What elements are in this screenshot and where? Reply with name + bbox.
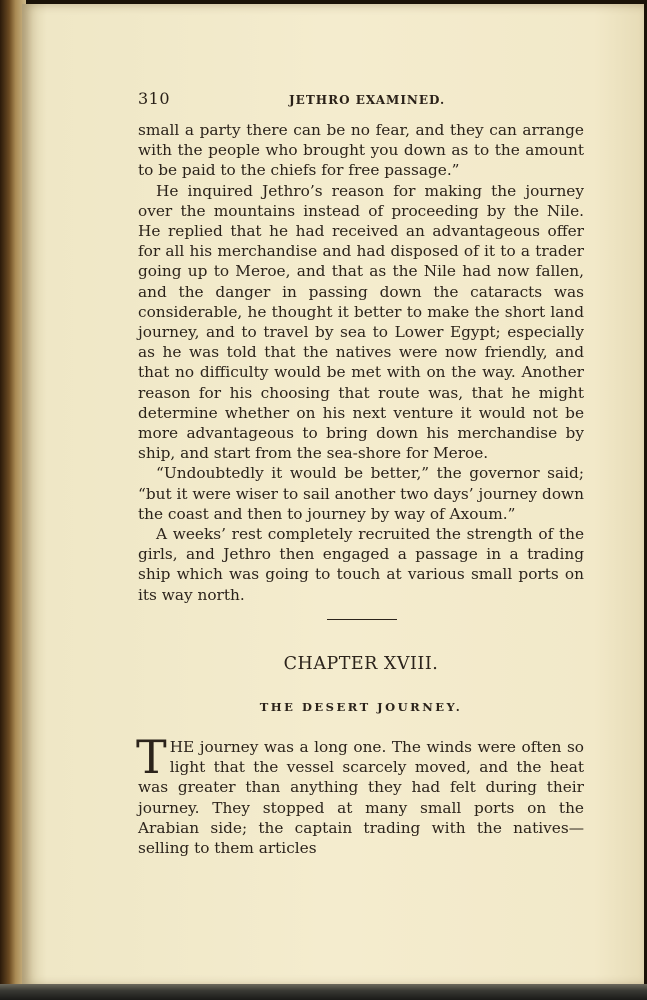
body-text bbox=[138, 120, 584, 605]
paragraph: He inquired Jethro’s reason for making the journey over the mountains instead of proceeding by the Nile. He replied that he had received an advantageous offer for all his merchandise and had disposed of it to a trader going up to Meroe, and that as the Nile had now fallen, and the danger in passing down the cataracts was considerable, he thought it better to make the short land journey, and to travel by sea to Lower Egypt; especially as he was told that the natives were now friendly, and that no difficulty would be met with on the way. Another reason for his choosing that route was, that he might determine whether on his next venture it would not be more advantageous to bring down his merchandise by ship, and start from the sea-shore for Meroe. bbox=[138, 181, 584, 463]
paragraph: “Undoubtedly it would be better,” the governor said; “but it were wiser to sail another two days’ journey down the coast and then to journey by way of Axoum.” bbox=[138, 464, 584, 523]
book-bottom-edge bbox=[0, 984, 647, 1000]
drop-cap: T bbox=[136, 730, 167, 784]
chapter-opening-paragraph bbox=[136, 730, 584, 858]
paragraph: A weeks’ rest completely recruited the strength of the girls, and Jethro then engaged a passage in a trading ship which was going to touch at various small ports on its way north. bbox=[138, 525, 584, 604]
running-head: JETHRO EXAMINED. bbox=[289, 93, 446, 107]
page-header bbox=[138, 89, 584, 111]
chapter-opening-text: HE journey was a long one. The winds were often so light that the vessel scarcely moved, and the heat was greater than anything they had felt during their journey. They stopped at many small ports on the Arabian side; the captain trading with the natives—selling to them articles bbox=[138, 738, 584, 858]
chapter-subtitle: THE DESERT JOURNEY. bbox=[259, 700, 463, 714]
chapter-title: CHAPTER XVIII. bbox=[283, 654, 439, 674]
paragraph-continuation: small a party there can be no fear, and they can arrange with the people who brought you down as to the amount to be paid to the chiefs for free passage.” bbox=[138, 121, 584, 180]
section-divider bbox=[327, 619, 397, 620]
chapter-opening bbox=[136, 730, 584, 858]
page-number: 310 bbox=[138, 89, 171, 108]
